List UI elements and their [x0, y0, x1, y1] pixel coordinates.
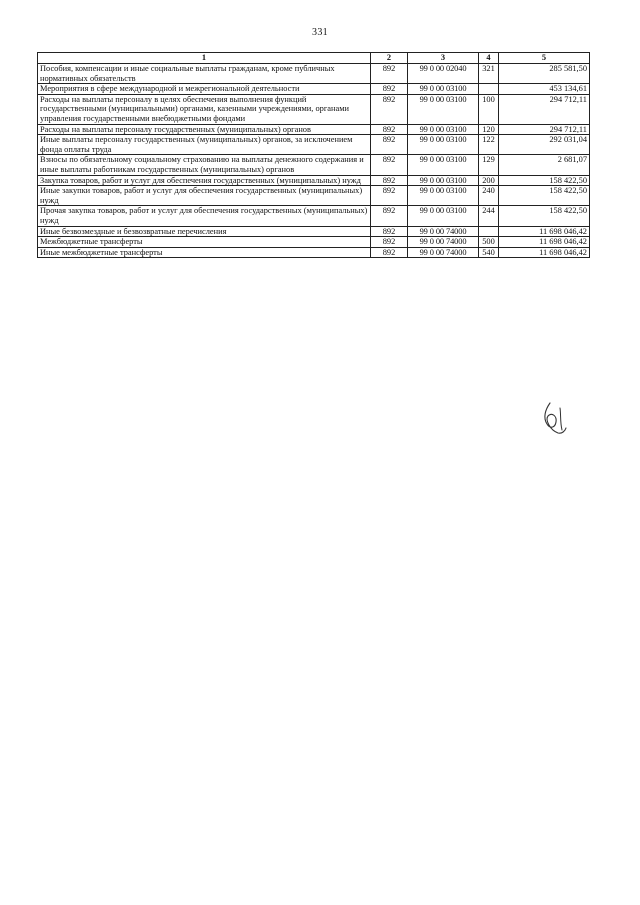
cell-vr: 321: [479, 64, 499, 84]
cell-cs: 99 0 00 03100: [408, 84, 479, 95]
cell-gr: 892: [371, 84, 408, 95]
table-row: [38, 155, 590, 175]
table-row: [38, 84, 590, 95]
cell-sum: 11 698 046,42: [499, 226, 590, 237]
cell-gr: 892: [371, 155, 408, 175]
budget-table: [37, 52, 590, 258]
table-row: [38, 124, 590, 135]
table-row: [38, 64, 590, 84]
cell-vr: 500: [479, 237, 499, 248]
cell-name: Иные межбюджетные трансферты: [38, 247, 371, 258]
cell-gr: 892: [371, 226, 408, 237]
cell-gr: 892: [371, 135, 408, 155]
cell-gr: 892: [371, 124, 408, 135]
cell-sum: 294 712,11: [499, 94, 590, 124]
table-row: [38, 135, 590, 155]
cell-name: Прочая закупка товаров, работ и услуг для обеспечения государственных (муниципальных) нужд: [38, 206, 371, 226]
cell-sum: 294 712,11: [499, 124, 590, 135]
table-body: [38, 64, 590, 258]
cell-vr: 122: [479, 135, 499, 155]
cell-gr: 892: [371, 175, 408, 186]
cell-cs: 99 0 00 03100: [408, 135, 479, 155]
cell-vr: [479, 84, 499, 95]
cell-cs: 99 0 00 74000: [408, 226, 479, 237]
cell-vr: 540: [479, 247, 499, 258]
cell-name: Расходы на выплаты персоналу государственных (муниципальных) органов: [38, 124, 371, 135]
cell-sum: 292 031,04: [499, 135, 590, 155]
cell-sum: 11 698 046,42: [499, 237, 590, 248]
cell-cs: 99 0 00 03100: [408, 175, 479, 186]
cell-name: Иные закупки товаров, работ и услуг для обеспечения государственных (муниципальных) нужд: [38, 186, 371, 206]
table-header-row: [38, 53, 590, 64]
cell-cs: 99 0 00 03100: [408, 206, 479, 226]
cell-name: Межбюджетные трансферты: [38, 237, 371, 248]
cell-vr: 200: [479, 175, 499, 186]
cell-vr: 240: [479, 186, 499, 206]
cell-cs: 99 0 00 03100: [408, 94, 479, 124]
table-row: [38, 206, 590, 226]
cell-cs: 99 0 00 02040: [408, 64, 479, 84]
cell-vr: 129: [479, 155, 499, 175]
cell-sum: 285 581,50: [499, 64, 590, 84]
column-header-vr: 4: [479, 53, 499, 64]
cell-vr: 100: [479, 94, 499, 124]
cell-sum: 158 422,50: [499, 206, 590, 226]
cell-cs: 99 0 00 03100: [408, 186, 479, 206]
cell-sum: 453 134,61: [499, 84, 590, 95]
table-row: [38, 186, 590, 206]
cell-name: Расходы на выплаты персоналу в целях обеспечения выполнения функций государственными (муниципальными) органами, казенными учреждениями, органами управления государственными внебюджетными фондами: [38, 94, 371, 124]
cell-vr: 120: [479, 124, 499, 135]
cell-name: Мероприятия в сфере международной и межрегиональной деятельности: [38, 84, 371, 95]
cell-cs: 99 0 00 74000: [408, 247, 479, 258]
column-header-gr: 2: [371, 53, 408, 64]
cell-gr: 892: [371, 247, 408, 258]
cell-cs: 99 0 00 03100: [408, 124, 479, 135]
cell-vr: 244: [479, 206, 499, 226]
cell-name: Иные выплаты персоналу государственных (муниципальных) органов, за исключением фонда оплаты труда: [38, 135, 371, 155]
column-header-sum: 5: [499, 53, 590, 64]
table-row: [38, 94, 590, 124]
table-row: [38, 237, 590, 248]
cell-gr: 892: [371, 206, 408, 226]
cell-gr: 892: [371, 64, 408, 84]
cell-vr: [479, 226, 499, 237]
cell-sum: 158 422,50: [499, 186, 590, 206]
table-row: [38, 226, 590, 237]
table-row: [38, 175, 590, 186]
cell-gr: 892: [371, 94, 408, 124]
cell-gr: 892: [371, 186, 408, 206]
cell-name: Иные безвозмездные и безвозвратные перечисления: [38, 226, 371, 237]
signature-icon: [538, 400, 574, 436]
cell-name: Пособия, компенсации и иные социальные выплаты гражданам, кроме публичных нормативных обязательств: [38, 64, 371, 84]
column-header-cs: 3: [408, 53, 479, 64]
cell-name: Взносы по обязательному социальному страхованию на выплаты денежного содержания и иные выплаты работникам государственных (муниципальных) органов: [38, 155, 371, 175]
cell-sum: 2 681,07: [499, 155, 590, 175]
cell-name: Закупка товаров, работ и услуг для обеспечения государственных (муниципальных) нужд: [38, 175, 371, 186]
column-header-name: 1: [38, 53, 371, 64]
table-row: [38, 247, 590, 258]
cell-gr: 892: [371, 237, 408, 248]
page-number: 331: [312, 27, 328, 38]
cell-sum: 11 698 046,42: [499, 247, 590, 258]
cell-sum: 158 422,50: [499, 175, 590, 186]
cell-cs: 99 0 00 03100: [408, 155, 479, 175]
cell-cs: 99 0 00 74000: [408, 237, 479, 248]
